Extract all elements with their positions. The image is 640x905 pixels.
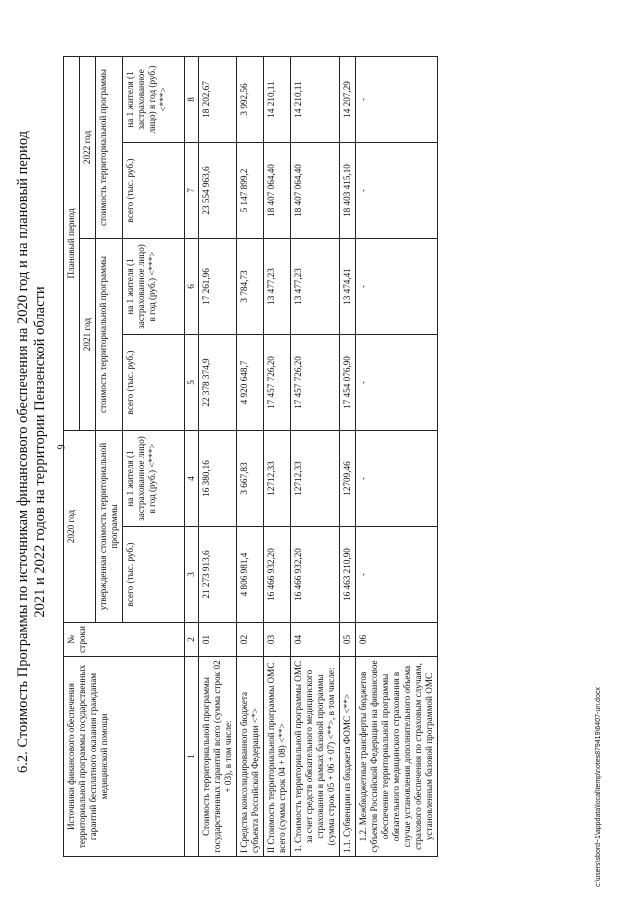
row-name: 1. Стоимость территориальной программы ОМС за счет средств обязательного медицинского страхования в рамках базовой программы (сумма строк 05 + 06 + 07) <**>, в том числе:	[291, 657, 340, 857]
cell-value: 12712,33	[291, 431, 340, 527]
financing-table	[63, 56, 438, 857]
title-line-2: 2021 и 2022 годов на территории Пензенской области	[32, 286, 48, 618]
column-index: 3	[185, 527, 199, 623]
header-approved-cost: утвержденная стоимость территориальной программы	[96, 431, 123, 623]
header-total-2022: всего (тыс. руб.)	[123, 143, 185, 239]
header-year-2021: 2021 год	[80, 239, 96, 431]
cell-value: -	[356, 143, 438, 239]
cell-value: 17 454 076,90	[340, 335, 356, 431]
column-index-row	[185, 56, 199, 856]
table-row	[291, 56, 340, 856]
rotated-page-content	[15, 17, 625, 887]
row-name: I Средства консолидированного бюджета субъекта Российской Федерации <*>	[237, 657, 264, 857]
header-cost-2022: стоимость территориальной программы	[96, 56, 123, 238]
header-row-number: № строки	[64, 623, 185, 657]
header-total-2020: всего (тыс. руб.)	[123, 527, 185, 623]
cell-value: 23 554 963,6	[199, 143, 237, 239]
header-source: Источники финансового обеспечения территориальной программы государственных гарантий бесплатного оказания гражданам медицинской помощи	[64, 657, 185, 857]
cell-value: 3 784,73	[237, 239, 264, 335]
cell-value: 21 273 913,6	[199, 527, 237, 623]
cell-value: 16 466 932,20	[264, 527, 291, 623]
column-index: 4	[185, 431, 199, 527]
cell-value: 3 667,83	[237, 431, 264, 527]
row-code: 05	[340, 623, 356, 657]
header-per-capita-2020: на 1 жителя (1 застрахованное лицо) в год (руб.) <***>	[123, 431, 185, 527]
header-year-2022: 2022 год	[80, 56, 96, 238]
column-index: 5	[185, 335, 199, 431]
cell-value: -	[356, 56, 438, 142]
row-code: 03	[264, 623, 291, 657]
row-code: 06	[356, 623, 438, 657]
cell-value: 3 992,56	[237, 56, 264, 142]
cell-value: 13 477,23	[264, 239, 291, 335]
cell-value: 17 457 726,20	[291, 335, 340, 431]
cell-value: 16 463 210,90	[340, 527, 356, 623]
row-name: 1.1. Субвенции из бюджета ФОМС <**>	[340, 657, 356, 857]
cell-value: 4 920 648,7	[237, 335, 264, 431]
cell-value: 17 457 726,20	[264, 335, 291, 431]
cell-value: 12712,33	[264, 431, 291, 527]
cell-value: 14 210,11	[291, 56, 340, 142]
cell-value: -	[356, 335, 438, 431]
cell-value: -	[356, 239, 438, 335]
table-row	[264, 56, 291, 856]
cell-value: 18 202,67	[199, 56, 237, 142]
cell-value: 18 407 064,40	[264, 143, 291, 239]
row-code: 02	[237, 623, 264, 657]
cell-value: 14 210,11	[264, 56, 291, 142]
table-row	[356, 56, 438, 856]
row-code: 04	[291, 623, 340, 657]
column-index: 6	[185, 239, 199, 335]
header-total-2021: всего (тыс. руб.)	[123, 335, 185, 431]
cell-value: -	[356, 527, 438, 623]
table-row	[237, 56, 264, 856]
row-code: 01	[199, 623, 237, 657]
cell-value: -	[356, 431, 438, 527]
column-index: 7	[185, 143, 199, 239]
row-name: 1.2. Межбюджетные трансферты бюджетов субъектов Российской Федерации на финансовое обеспечение территориальной программы обязательного медицинского страхования в случае установления дополнительного объема страхового обеспечения по страховым случаям, установленным базовой программой ОМС	[356, 657, 438, 857]
cell-value: 12709,46	[340, 431, 356, 527]
table-row	[340, 56, 356, 856]
cell-value: 14 207,29	[340, 56, 356, 142]
cell-value: 13 477,23	[291, 239, 340, 335]
page-number: 9	[56, 444, 68, 450]
cell-value: 16 466 932,20	[291, 527, 340, 623]
column-index: 2	[185, 623, 199, 657]
cell-value: 16 380,16	[199, 431, 237, 527]
cell-value: 4 806 981,4	[237, 527, 264, 623]
footer-file-path: c:\users\sbord~1\appdata\local\temp\notes879419\6407-un.docx	[595, 687, 602, 887]
column-index: 1	[185, 657, 199, 857]
row-name: II Стоимость территориальной программы ОМС всего (сумма строк 04 + 08) <**>	[264, 657, 291, 857]
row-name: Стоимость территориальной программы государственных гарантий всего (сумма строк 02 + 03), в том числе:	[199, 657, 237, 857]
cell-value: 13 474,41	[340, 239, 356, 335]
cell-value: 18 403 415,10	[340, 143, 356, 239]
cell-value: 18 407 064,40	[291, 143, 340, 239]
table-row	[199, 56, 237, 856]
header-year-2020: 2020 год	[64, 431, 96, 623]
cell-value: 5 147 899,2	[237, 143, 264, 239]
header-per-capita-2022: на 1 жителя (1 застрахованное лицо) в год (руб.) <***>	[123, 56, 185, 142]
document-title	[15, 17, 49, 887]
header-per-capita-2021: на 1 жителя (1 застрахованное лицо) в год (руб.) <***>	[123, 239, 185, 335]
cell-value: 22 378 374,9	[199, 335, 237, 431]
header-cost-2021: стоимость территориальной программы	[96, 239, 123, 431]
title-line-1: 6.2. Стоимость Программы по источникам финансового обеспечения на 2020 год и на плановый период	[15, 130, 31, 774]
cell-value: 17 261,96	[199, 239, 237, 335]
column-index: 8	[185, 56, 199, 142]
header-planned-period: Плановый период	[64, 56, 80, 430]
